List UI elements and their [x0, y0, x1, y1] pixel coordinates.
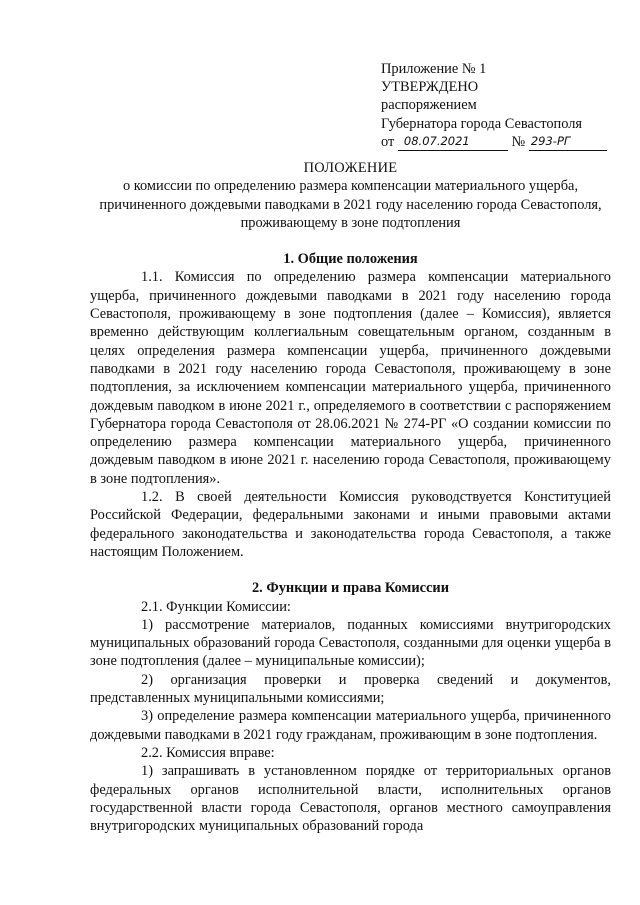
paragraph: 3) определение размера компенсации материального ущерба, причиненного дождевыми паводками в 2021 году гражданам, проживающим в зоне подтопления. [90, 708, 611, 743]
handwritten-number: 293-РГ [529, 132, 607, 151]
section-heading: 2. Функции и права Комиссии [251, 580, 450, 597]
document-title: ПОЛОЖЕНИЕ [303, 160, 398, 176]
section-heading: 1. Общие положения [283, 251, 418, 268]
document-body [90, 159, 611, 835]
number-prefix: № [511, 133, 526, 150]
paragraph: 2.2. Комиссия вправе: [141, 744, 275, 761]
document-subtitle: о комиссии по определению размера компенсации материального ущерба, причиненного дождевыми паводками в 2021 году населению города Севастополя, проживающему в зоне подтопления [99, 178, 602, 231]
paragraph: 1.1. Комиссия по определению размера компенсации материального ущерба, причиненного дождевыми паводками в 2021 году населению города Севастополя, проживающему в зоне подтопления (далее – Комиссия), является временно действующим коллегиальным совещательным органом, созданным в целях определения размера компенсации ущерба, причиненного дождевыми паводками в 2021 году населению города Севастополя, проживающему в зоне подтопления, за исключением компенсации материального ущерба, причиненного дождевым паводком в июне 2021 г., определяемого в соответствии с распоряжением Губернатора города Севастополя от 28.06.2021 № 274-РГ «О создании комиссии по определению размера компенсации материального ущерба, причиненного дождевым паводком в июне 2021 г. населению города Севастополя, проживающему в зоне подтопления». [90, 269, 611, 487]
appendix-number: Приложение № 1 [381, 61, 487, 77]
approval-date-number-line [381, 133, 621, 152]
date-prefix: от [381, 133, 395, 150]
paragraph: 1.2. В своей деятельности Комиссия руководствуется Конституцией Российской Федерации, федеральными законами и иными правовыми актами федерального законодательства и законодательства города Севастополя, а также настоящим Положением. [90, 489, 611, 560]
approval-block [381, 60, 621, 152]
paragraph: 2.1. Функции Комиссии: [141, 598, 291, 615]
approved-stamp: УТВЕРЖДЕНО [381, 79, 479, 96]
approval-authority: Губернатора города Севастополя [381, 115, 583, 132]
approval-order-type: распоряжением [381, 97, 477, 114]
paragraph: 2) организация проверки и проверка сведений и документов, представленных муниципальными комиссиями; [90, 671, 611, 707]
paragraph: 1) запрашивать в установленном порядке от территориальных органов федеральных органов исполнительной власти, исполнительных органов государственной власти города Севастополя, органов местного самоуправления внутригородских муниципальных образований города [90, 763, 611, 835]
handwritten-date: 08.07.2021 [398, 132, 508, 151]
paragraph: 1) рассмотрение материалов, поданных комиссиями внутригородских муниципальных образований города Севастополя, созданными для оценки ущерба в зоне подтопления (далее – муниципальные комиссии); [90, 616, 611, 670]
